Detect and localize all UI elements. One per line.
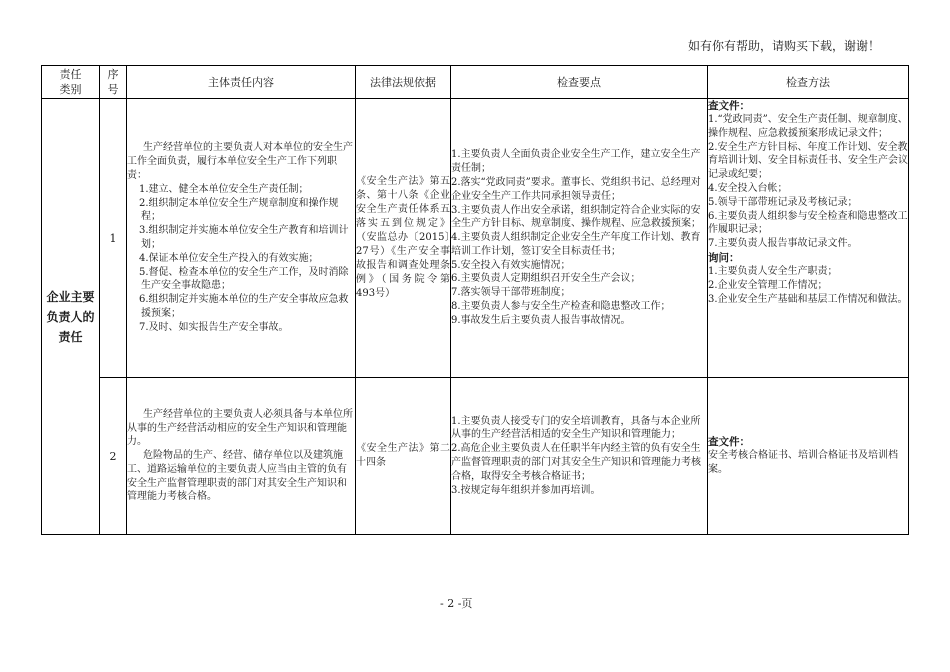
row-number: 2 <box>100 378 127 535</box>
content-item: 5.督促、检查本单位的安全生产工作，及时消除生产安全事故隐患； <box>139 266 349 292</box>
method-text: 安全考核合格证书、培训合格证书及培训档案。 <box>708 450 898 475</box>
content-item: 6.组织制定并实施本单位的生产安全事故应急救援预案； <box>139 294 349 319</box>
point-item: 1.主要负责人接受专门的安全培训教育，具备与本企业所从事的生产经营活相适的安全生产知识和管理能力； <box>451 415 701 441</box>
header-content: 主体责任内容 <box>127 66 356 99</box>
point-item: 2.落实“党政同责”要求。董事长、党组织书记、总经理对企业安全生产工作共同承担领导责任； <box>451 176 701 202</box>
point-item: 6.主要负责人定期组织召开安全生产会议； <box>451 273 641 285</box>
point-item: 9.事故发生后主要负责人报告事故情况。 <box>451 314 631 326</box>
point-item: 7.落实领导干部带班制度； <box>451 287 571 299</box>
point-item: 5.安全投入有效实施情况； <box>451 259 571 271</box>
method-item: 3.企业安全生产基础和基层工作情况和做法。 <box>708 293 908 305</box>
header-points: 检查要点 <box>451 66 708 99</box>
table-header-row <box>42 66 909 99</box>
method-item: 7.主要负责人报告事故记录文件。 <box>708 238 858 250</box>
table-row <box>42 378 909 535</box>
responsibility-table <box>41 65 909 535</box>
content-item: 2.组织制定本单位安全生产规章制度和操作规程； <box>139 197 339 223</box>
law-cell: 《安全生产法》第五条、第十八条《企业安全生产责任体系五落实五到位规定》（安监总办〔2015〕27号）《生产安全事故报告和调查处理条例》（国务院令第 493号） <box>356 99 451 378</box>
content-paragraph: 危险物品的生产、经营、储存单位以及建筑施工、道路运输单位的主要负责人应当由主管的负有安全生产监督管理职责的部门对其安全生产知识和管理能力考核合格。 <box>127 450 347 503</box>
method-item: 6.主要负责人组织参与安全检查和隐患整改工作履职记录； <box>708 210 908 236</box>
point-item: 3.按规定每年组织并参加再培训。 <box>451 484 601 496</box>
point-item: 3.主要负责人作出安全承诺，组织制定符合企业实际的安全生产方针目标、规章制度、操作规程、应急救援预案； <box>451 204 701 230</box>
points-cell <box>451 378 708 535</box>
law-cell: 《安全生产法》第二十四条 <box>356 378 451 535</box>
header-law: 法律法规依据 <box>356 66 451 99</box>
points-cell <box>451 99 708 378</box>
content-item: 4.保证本单位安全生产投入的有效实施； <box>139 252 319 264</box>
method-item: 2.企业安全管理工作情况； <box>708 279 828 291</box>
content-item: 3.组织制定并实施本单位安全生产教育和培训计划； <box>139 225 349 250</box>
method-heading: 询问： <box>708 251 740 264</box>
method-item: 1.“党政同责”、安全生产责任制、规章制度、操作规程、应急救援预案形成记录文件； <box>708 114 908 139</box>
top-note: 如有你有帮助，请购买下载，谢谢！ <box>687 39 880 53</box>
row-number: 1 <box>100 99 127 378</box>
page-number: - 2 -页 <box>440 597 473 610</box>
point-item: 2.高危企业主要负责人在任职半年内经主管的负有安全生产监督管理职责的部门对其安全生产知识和管理能力考核合格，取得安全考核合格证书； <box>451 443 701 482</box>
point-item: 8.主要负责人参与安全生产检查和隐患整改工作； <box>451 301 671 313</box>
category-cell <box>42 99 100 535</box>
header-category: 责任类别 <box>42 66 100 99</box>
content-intro: 生产经营单位的主要负责人对本单位的安全生产工作全面负责，履行本单位安全生产工作下列职责： <box>127 142 353 182</box>
content-item: 7.及时、如实报告生产安全事故。 <box>139 321 289 333</box>
content-item: 1.建立、健全本单位安全生产责任制； <box>139 183 309 195</box>
category-label: 企业主要负责人的责任 <box>46 289 95 344</box>
table-row <box>42 99 909 378</box>
header-number: 序号 <box>100 66 127 99</box>
point-item: 4.主要负责人组织制定企业安全生产年度工作计划、教育培训工作计划，签订安全目标责任书； <box>451 232 701 257</box>
method-heading: 查文件： <box>708 436 750 449</box>
method-cell <box>708 378 909 535</box>
method-cell <box>708 99 909 378</box>
content-cell <box>127 378 356 535</box>
method-heading: 查文件： <box>708 100 750 112</box>
header-method: 检查方法 <box>708 66 909 99</box>
method-item: 4.安全投入台帐； <box>708 182 788 194</box>
method-item: 2.安全生产方针目标、年度工作计划、安全教育培训计划、安全目标责任书、安全生产会议记录或纪要； <box>708 141 908 181</box>
point-item: 1.主要负责人全面负责企业安全生产工作，建立安全生产责任制； <box>451 149 701 175</box>
method-item: 1.主要负责人安全生产职责； <box>708 265 838 277</box>
content-paragraph: 生产经营单位的主要负责人必须具备与本单位所从事的生产经营活动相应的安全生产知识和管理能力。 <box>127 408 353 448</box>
method-item: 5.领导干部带班记录及考核记录； <box>708 196 858 208</box>
content-cell <box>127 99 356 378</box>
